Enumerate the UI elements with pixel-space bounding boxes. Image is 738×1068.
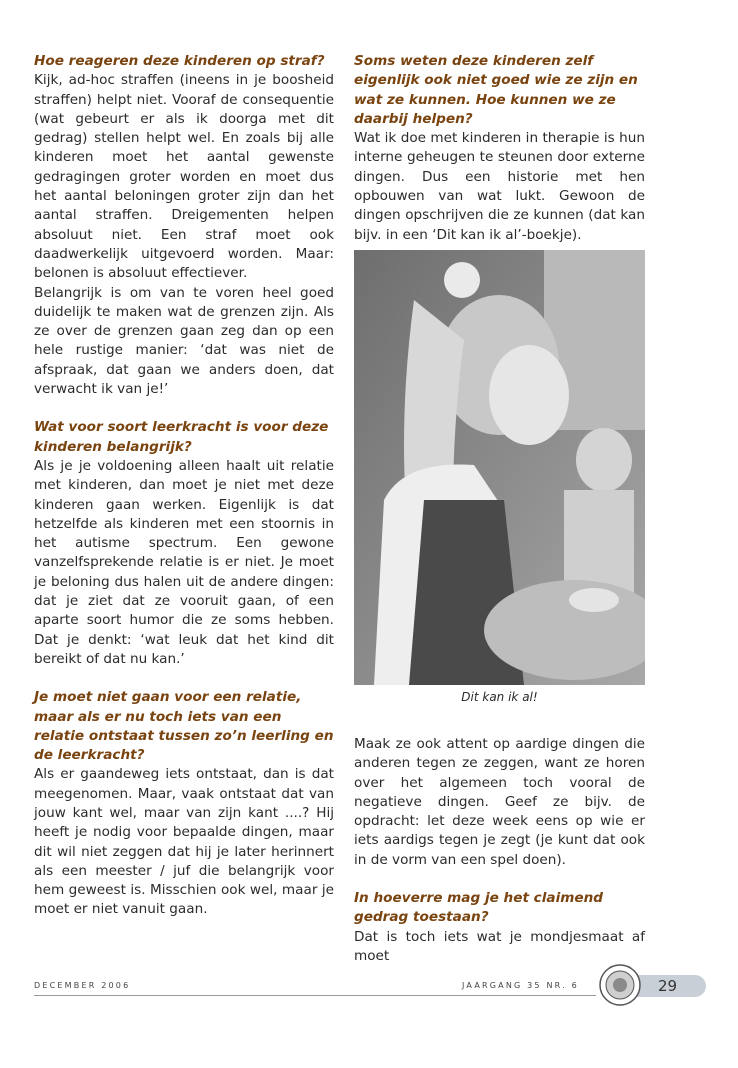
photo-caption: Dit kan ik al! [461, 690, 538, 704]
left-column [34, 52, 334, 920]
question-heading: In hoeverre mag je het claimend gedrag toestaan? [354, 890, 604, 926]
right-column-bottom [354, 735, 645, 966]
question-heading: Soms weten deze kinderen zelf eigenlijk ook niet goed wie ze zijn en wat ze kunnen. Hoe kunnen we ze daarbij helpen? [354, 53, 638, 127]
question-heading: Wat voor soort leerkracht is voor deze kinderen belangrijk? [34, 419, 329, 455]
paragraph: Dat is toch iets wat je mondjesmaat af moet [354, 928, 645, 964]
photo-illustration [354, 250, 645, 685]
footer-date: DECEMBER 2006 [34, 981, 131, 990]
footer-volume: JAARGANG 35 NR. 6 [462, 981, 579, 990]
journal-seal-icon [598, 963, 642, 1007]
right-column-top [354, 52, 645, 245]
question-heading: Je moet niet gaan voor een relatie, maar als er nu toch iets van een relatie ontstaat tussen zo’n leerling en de leerkracht? [34, 689, 334, 764]
page-number: 29 [658, 977, 678, 995]
question-heading: Hoe reageren deze kinderen op straf? [34, 53, 325, 69]
paragraph: Belangrijk is om van te voren heel goed duidelijk te maken wat de grenzen zijn. Als ze over de grenzen gaan zeg dan op een hele rustige manier: ‘dat was niet de afspraak, dat gaan we anders doen, dat verwacht ik van je!’ [34, 284, 334, 398]
paragraph: Kijk, ad-hoc straffen (ineens in je boosheid straffen) helpt niet. Vooraf de consequentie (wat gebeurt er als ik doorga met dit gedrag) stellen helpt wel. En zoals bij alle kinderen moet het aantal gewenste gedragingen groter worden en moet dus het aantal beloningen groter zijn dan het aantal straffen. Dreigementen helpen absoluut niet. Een straf moet ook daadwerkelijk uitgevoerd worden. Maar: belonen is absoluut effectiever. [34, 72, 334, 282]
paragraph: Wat ik doe met kinderen in therapie is hun interne geheugen te steunen door externe dingen. Dus een historie met hen opbouwen van wat lukt. Gewoon de dingen opschrijven die ze kunnen (dat kan bijv. in een ‘Dit kan ik al’-boekje). [354, 130, 645, 243]
photo-girl [354, 250, 645, 685]
paragraph: Als er gaandeweg iets ontstaat, dan is dat meegenomen. Maar, vaak ontstaat dat van jouw kant wel, maar van zijn kant ....? Hij heeft je nodig voor bepaalde dingen, maar dit wil niet zeggen dat hij je later herinnert als een meester / juf die belangrijk voor hem geweest is. Misschien ook wel, maar je moet er niet vanuit gaan. [34, 766, 334, 918]
paragraph: Als je je voldoening alleen haalt uit relatie met kinderen, dan moet je niet met deze kinderen gaan werken. Eigenlijk is dat hetzelfde als kinderen met een stoornis in het autisme spectrum. Een gewone vanzelfsprekende relatie is er niet. Je moet je beloning dus halen uit de andere dingen: dat je ziet dat ze vooruit gaan, of een aparte soort humor die ze soms hebben. Dat je denkt: ‘wat leuk dat het kind dit bereikt of dat nu kan.’ [34, 457, 334, 667]
footer-rule [34, 995, 596, 996]
paragraph: Maak ze ook attent op aardige dingen die anderen tegen ze zeggen, want ze horen over het algemeen toch vooral de negatieve dingen. Geef ze bijv. de opdracht: let deze week eens op wie er iets aardigs tegen je zegt (je kunt dat ook in de vorm van een spel doen). [354, 736, 645, 868]
